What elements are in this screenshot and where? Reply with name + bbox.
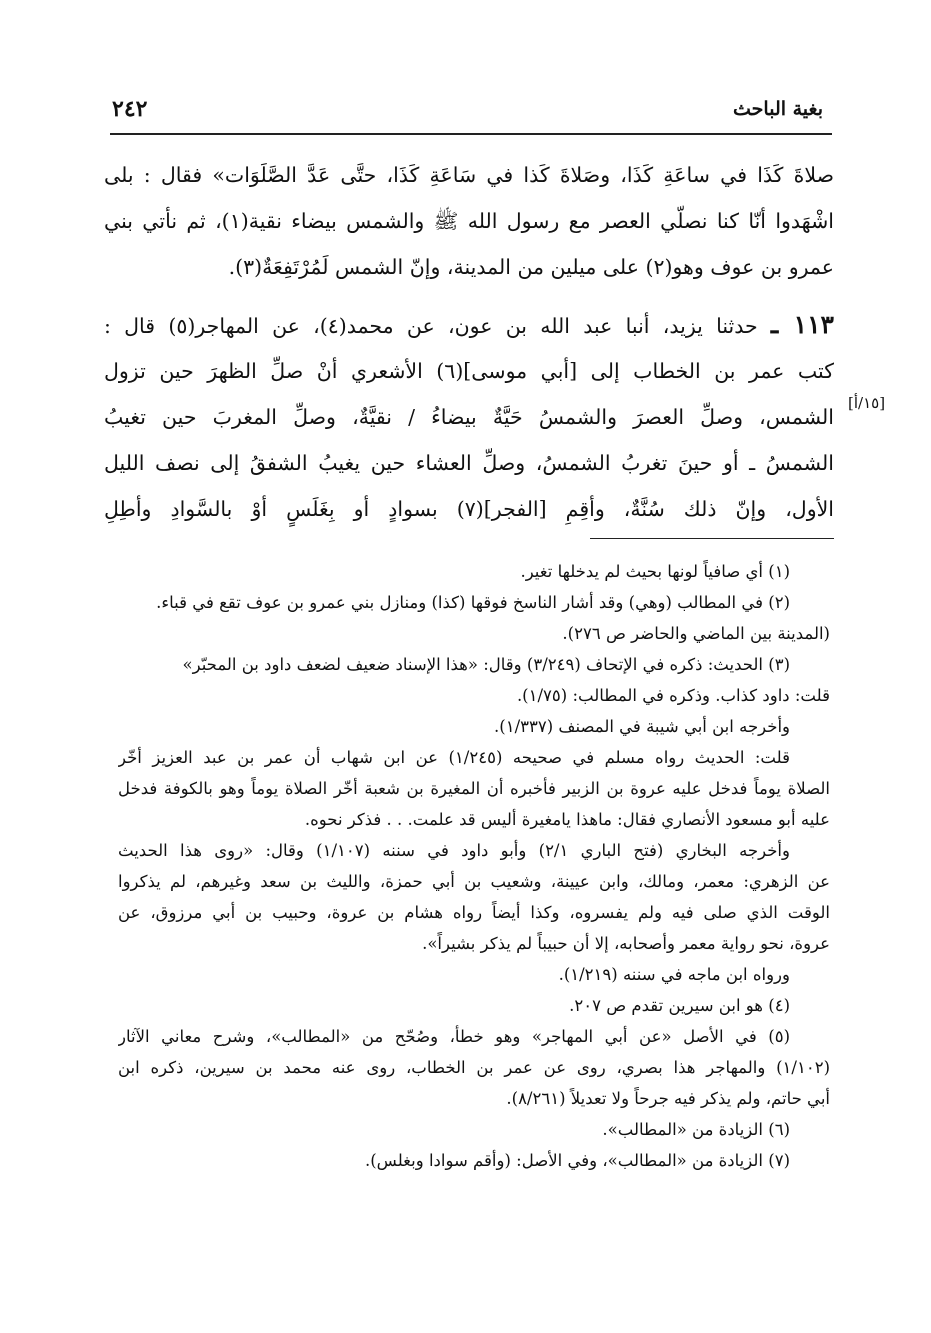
book-title: بغية الباحث [733,98,823,120]
header-divider [110,133,832,135]
main-line: الأول، وإنّ ذلك سُنَّةٌ، وأقِمِ [الفجر](٧) بسوادٍ أو بِغَلَسٍ أوْ بالسَّوادِ وأطِلِ [104,497,834,521]
main-line: الشمسُ ـ أو حينَ تغربُ الشمسُ، وصلِّ العشاء حين يغيبُ الشفقُ إلى نصف الليل [104,451,834,475]
footnote-line: ورواه ابن ماجه في سننه (١/٢١٩). [558,965,790,984]
main-line: كتب عمر بن الخطاب إلى [أبي موسى](٦) الأشعري أنْ صلِّ الظهرَ حين تزول [104,359,834,383]
footnote-line: (٣) الحديث: ذكره في الإتحاف (٣/٢٤٩) وقال: «هذا الإسناد ضعيف لضعف داود بن المحبّر» [182,655,790,674]
footnote-line: (٢) في المطالب (وهي) وقد أشار الناسخ فوقها (كذا) ومنازل بني عمرو بن عوف تقع في قباء. [156,593,790,612]
footnote-line: (١) أي صافياً لونها بحيث لم يدخلها تغير. [520,562,790,581]
main-line: الشمس، وصلِّ العصرَ والشمسُ حَيَّةٌ بيضاءُ / نقيَّةٌ، وصلِّ المغربَ حين تغيبُ [104,405,834,429]
page-number: ٢٤٢ [112,96,148,122]
footnote-line: أبي حاتم، ولم يذكر فيه جرحاً ولا تعديلاً (٨/٢٦١). [506,1089,830,1108]
footnote-line: الصلاة يوماً فدخل عليه عروة بن الزبير فأخبره أن المغيرة بن شعبة أخّر الصلاة يوماً وهو بالكوفة فدخل [118,779,830,798]
footnote-line: الوقت الذي صلى فيه ولم يفسروه، وكذا أيضاً رواه هشام بن عروة، وحبيب بن أبي مرزوق، عن [118,903,830,922]
manuscript-folio-ref: [١٥/أ] [848,394,886,412]
footnote-line: عليه أبو مسعود الأنصاري فقال: ماهذا يامغيرة أليس قد علمت. . . فذكر نحوه. [304,810,830,829]
main-line: صلاةَ كَذَا في ساعَةِ كَذَا، وصَلاةَ كَذا في سَاعَةِ كَذَا، حتَّى عَدَّ الصَّلَوَات» فقال : بلى [104,163,834,187]
page-header [110,96,823,130]
footnote-line: (٥) في الأصل «عن أبي المهاجر» وهو خطأ، وصُحّح من «المطالب»، وشرح معاني الآثار [118,1027,790,1046]
main-text [104,152,834,532]
main-line: عمرو بن عوف وهو(٢) على ميلين من المدينة، وإنّ الشمس لَمُرْتَفِعَةٌ(٣). [228,255,834,279]
footnote-line: قلت: داود كذاب. وذكره في المطالب: (١/٧٥). [516,686,830,705]
footnote-line: عن الزهري: معمر، ومالك، وابن عيينة، وشعيب بن أبي حمزة، والليث بن سعد وغيرهم، لم يذكروا [118,872,830,891]
main-line: اشْهَدوا أنّا كنا نصلّي العصر مع رسول الله ﷺ والشمس بيضاء نقية(١)، ثم نأتي بني [104,209,834,233]
footnote-line: وأخرجه ابن أبي شيبة في المصنف (١/٣٣٧). [494,717,790,736]
hadith-number: ١١٣ ـ [770,310,834,339]
main-line-text: حدثنا يزيد، أنبا عبد الله بن عون، عن محمد(٤)، عن المهاجر(٥) قال : [104,314,758,338]
footnote-line: عروة، نحو رواية معمر وأصحابه، إلا أن حبيباً لم يذكر بشيراً». [422,934,830,953]
footnote-divider [590,538,834,539]
footnote-line: (المدينة بين الماضي والحاضر ص ٢٧٦). [562,624,830,643]
main-line-hadith [104,302,834,348]
footnote-line: (٧) الزيادة من «المطالب»، وفي الأصل: (وأقم سوادا وبغلس). [365,1151,790,1170]
footnotes [118,556,830,1176]
footnote-line: وأخرجه البخاري (فتح الباري ٢/١) وأبو داود في سننه (١/١٠٧) وقال: «روى هذا الحديث [118,841,790,860]
footnote-line: قلت: الحديث رواه مسلم في صحيحه (١/٢٤٥) عن ابن شهاب أن عمر بن عبد العزيز أخّر [118,748,790,767]
footnote-line: (١/١٠٢) والمهاجر هذا بصري، روى عن عمر بن الخطاب، روى عنه محمد بن سيرين، ذكره ابن [118,1058,830,1077]
footnote-line: (٦) الزيادة من «المطالب». [602,1120,790,1139]
footnote-line: (٤) هو ابن سيرين تقدم ص ٢٠٧. [569,996,790,1015]
